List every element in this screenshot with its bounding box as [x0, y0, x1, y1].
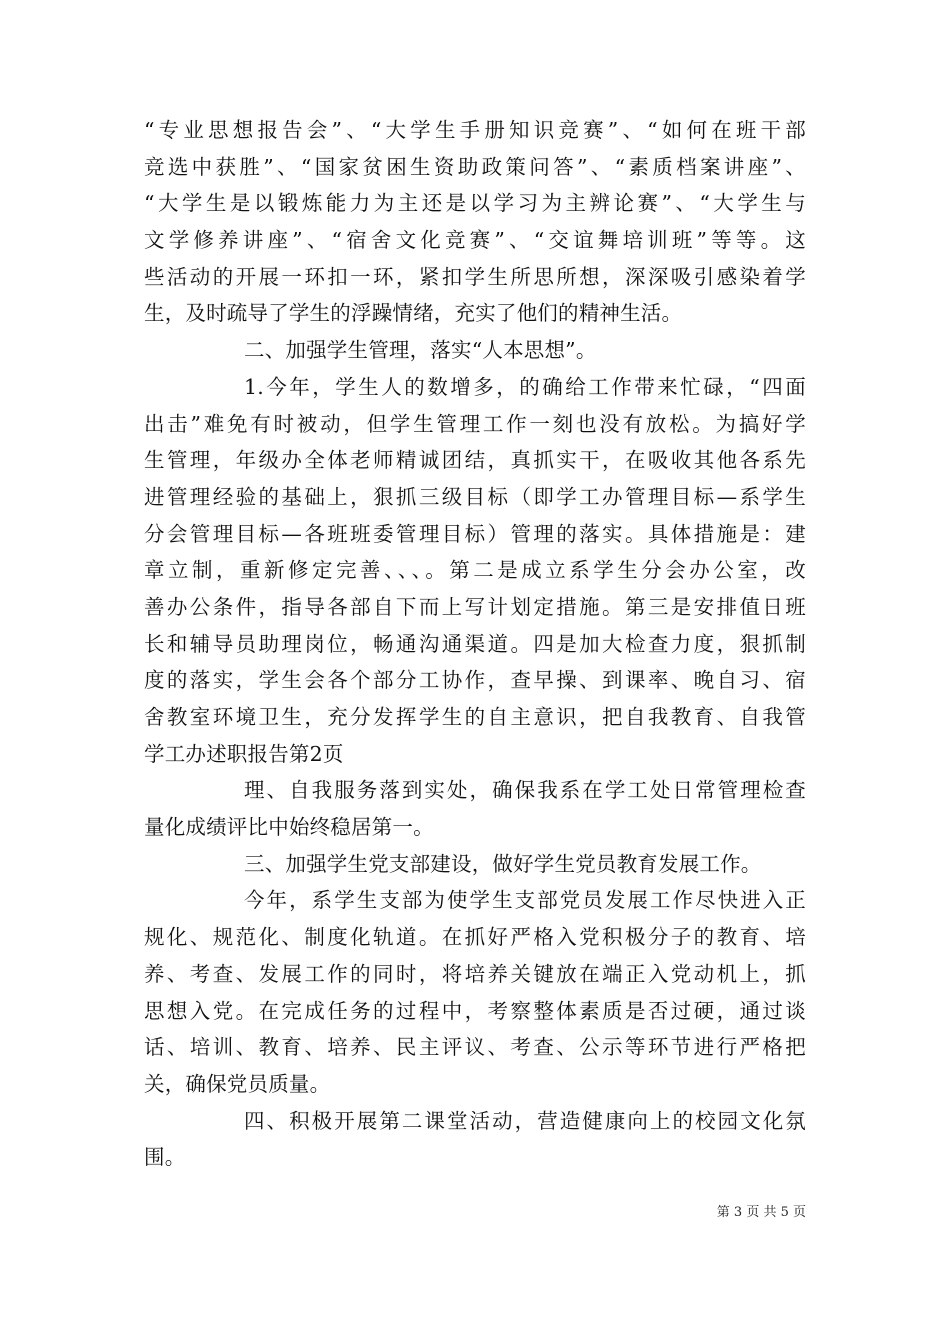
- text-line-19: 理、自我服务落到实处，确保我系在学工处日常管理检查: [244, 778, 806, 803]
- text-line-16: 度的落实，学生会各个部分工协作，查早操、到课率、晚自习、宿: [144, 668, 806, 693]
- text-line-13: 章立制，重新修定完善、、、。第二是成立系学生分会办公室，改: [144, 558, 806, 583]
- text-line-6: 生，及时疏导了学生的浮躁情绪，充实了他们的精神生活。: [144, 301, 683, 326]
- text-line-4: 文学修养讲座”、“宿舍文化竞赛”、“交谊舞培训班”等等。这: [144, 228, 806, 253]
- text-line-24: 养、考查、发展工作的同时，将培养关键放在端正入党动机上，抓: [144, 961, 806, 986]
- text-line-11: 进管理经验的基础上，狠抓三级目标（即学工办管理目标—系学生: [144, 484, 806, 509]
- text-line-17: 舍教室环境卫生，充分发挥学生的自主意识，把自我教育、自我管: [144, 705, 806, 729]
- text-line-27: 关，确保党员质量。: [144, 1071, 331, 1096]
- page-break-label: 学工办述职报告第2页: [144, 741, 344, 766]
- text-line-25: 思想入党。在完成任务的过程中，考察整体素质是否过硬，通过谈: [144, 998, 806, 1023]
- text-line-2: 竞选中获胜”、“国家贫困生资助政策问答”、“素质档案讲座”、: [144, 154, 806, 179]
- text-line-9: 出击”难免有时被动，但学生管理工作一刻也没有放松。为搞好学: [144, 411, 806, 436]
- text-line-15: 长和辅导员助理岗位，畅通沟通渠道。四是加大检查力度，狠抓制: [144, 631, 806, 656]
- section-heading-3: 三、加强学生党支部建设，做好学生党员教育发展工作。: [244, 851, 762, 876]
- text-line-5: 些活动的开展一环扣一环，紧扣学生所思所想，深深吸引感染着学: [144, 264, 806, 289]
- text-line-20: 量化成绩评比中始终稳居第一。: [144, 815, 434, 840]
- text-line-14: 善办公条件，指导各部自下而上写计划定措施。第三是安排值日班: [144, 594, 806, 619]
- text-line-22: 今年，系学生支部为使学生支部党员发展工作尽快进入正: [244, 888, 806, 913]
- text-line-29: 围。: [144, 1145, 186, 1170]
- text-line-26: 话、培训、教育、培养、民主评议、考查、公示等环节进行严格把: [144, 1035, 806, 1060]
- text-line-12: 分会管理目标—各班班委管理目标）管理的落实。具体措施是：建: [144, 521, 806, 546]
- section-heading-2: 二、加强学生管理，落实“人本思想”。: [244, 338, 597, 363]
- text-line-23: 规化、规范化、制度化轨道。在抓好严格入党积极分子的教育、培: [144, 925, 806, 950]
- text-line-1: “专业思想报告会”、“大学生手册知识竞赛”、“如何在班干部: [144, 118, 806, 142]
- text-line-8: 1.今年，学生人的数增多，的确给工作带来忙碌，“四面: [244, 374, 806, 399]
- section-heading-4: 四、积极开展第二课堂活动，营造健康向上的校园文化氛: [244, 1108, 806, 1133]
- body-text: [144, 112, 806, 1176]
- text-line-10: 生管理，年级办全体老师精诚团结，真抓实干，在吸收其他各系先: [144, 448, 806, 473]
- page-number-footer: 第 3 页 共 5 页: [716, 1205, 806, 1220]
- text-line-3: “大学生是以锻炼能力为主还是以学习为主辨论赛”、“大学生与: [144, 191, 806, 216]
